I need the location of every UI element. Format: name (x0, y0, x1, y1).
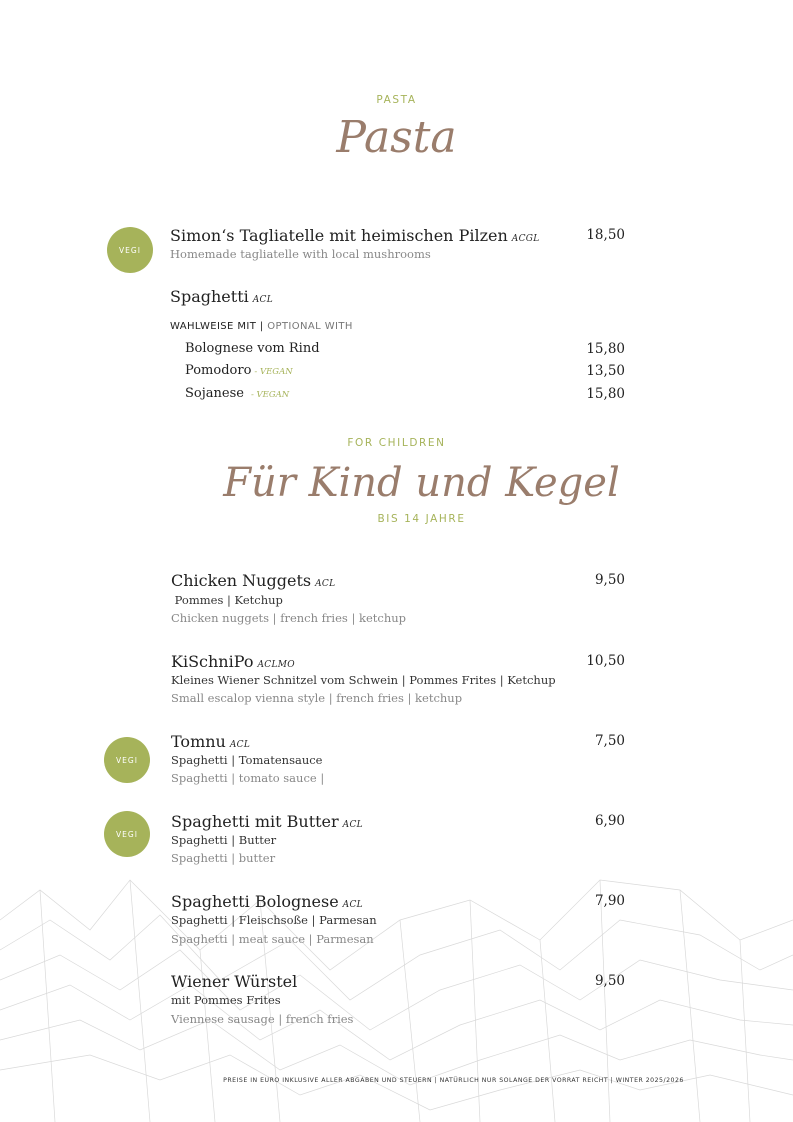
item-price: 9,50 (594, 572, 625, 588)
pasta-script-title: Pasta (336, 112, 457, 163)
item-description-en: Spaghetti | tomato sauce | (171, 771, 325, 785)
item-title: Spaghetti Bolognese (171, 892, 339, 911)
item-description-en: Viennese sausage | french fries (171, 1012, 354, 1026)
allergen-code: ACL (229, 740, 251, 750)
item-title: Spaghetti mit Butter (171, 812, 339, 831)
option-price: 13,50 (586, 363, 625, 379)
vegi-badge: VEGI (107, 227, 153, 273)
item-title: Wiener Würstel (171, 972, 298, 991)
item-price: 6,90 (594, 813, 625, 829)
allergen-code: ACL (342, 820, 363, 830)
menu-item-spaghetti (170, 287, 273, 306)
vegi-badge: VEGI (104, 737, 150, 783)
option-name: Sojanese (185, 386, 244, 401)
item-price: 10,50 (586, 653, 625, 669)
item-description: Spaghetti | Fleischsoße | Parmesan (171, 913, 377, 927)
option-label-de: WAHLWEISE MIT | (170, 321, 264, 332)
allergen-code: ACL (252, 295, 273, 305)
option-label (170, 321, 353, 332)
allergen-code: ACL (342, 900, 363, 910)
item-description-en: Spaghetti | meat sauce | Parmesan (171, 932, 374, 946)
allergen-code: ACGL (511, 234, 540, 244)
item-description: Spaghetti | Tomatensauce (171, 753, 323, 767)
option-item (185, 341, 320, 356)
option-name: Pomodoro (185, 363, 252, 378)
allergen-code: ACLMO (257, 660, 295, 670)
vegi-badge: VEGI (104, 811, 150, 857)
option-label-en: OPTIONAL WITH (267, 321, 353, 332)
item-description: Pommes | Ketchup (171, 593, 283, 607)
item-price: 9,50 (594, 973, 625, 989)
item-description: Kleines Wiener Schnitzel vom Schwein | Pommes Frites | Ketchup (171, 673, 556, 687)
children-section-label: FOR CHILDREN (347, 437, 446, 449)
menu-item-wiener-wuerstel (171, 972, 297, 991)
item-price: 7,90 (594, 893, 625, 909)
item-price: 18,50 (586, 227, 625, 243)
item-description-en: Chicken nuggets | french fries | ketchup (171, 611, 407, 625)
item-description: Spaghetti | Butter (171, 833, 277, 847)
menu-item-chicken-nuggets (171, 571, 335, 590)
item-description: mit Pommes Frites (171, 993, 281, 1007)
children-script-title: Für Kind und Kegel (223, 460, 620, 506)
option-item (185, 386, 289, 401)
option-price: 15,80 (586, 386, 625, 402)
menu-item-tomnu (171, 732, 250, 751)
option-price: 15,80 (586, 341, 625, 357)
menu-item-kischnipo (171, 652, 295, 671)
item-price: 7,50 (594, 733, 625, 749)
menu-item-tagliatelle (170, 226, 540, 245)
option-item (185, 363, 293, 378)
age-label: BIS 14 JAHRE (377, 513, 466, 525)
vegan-tag: - VEGAN (250, 390, 290, 400)
item-description-en: Homemade tagliatelle with local mushrooms (170, 247, 431, 261)
item-title: Tomnu (171, 732, 226, 751)
item-title: Chicken Nuggets (171, 571, 312, 590)
item-description-en: Spaghetti | butter (171, 851, 276, 865)
pasta-section-label: PASTA (376, 94, 417, 106)
allergen-code: ACL (315, 579, 336, 589)
footer-note: PREISE IN EURO INKLUSIVE ALLER ABGABEN UND STEUERN | NATÜRLICH NUR SOLANGE DER VORRAT REICHT | WINTER 2025/2026 (223, 1077, 684, 1084)
vegan-tag: - VEGAN (254, 367, 293, 377)
item-title: Simon‘s Tagliatelle mit heimischen Pilzen (170, 226, 508, 245)
item-title: KiSchniPo (171, 652, 254, 671)
item-title: Spaghetti (170, 287, 249, 306)
menu-item-spaghetti-bolognese (171, 892, 363, 911)
menu-item-spaghetti-butter (171, 812, 363, 831)
item-description-en: Small escalop vienna style | french fries | ketchup (171, 691, 463, 705)
option-name: Bolognese vom Rind (185, 341, 320, 356)
